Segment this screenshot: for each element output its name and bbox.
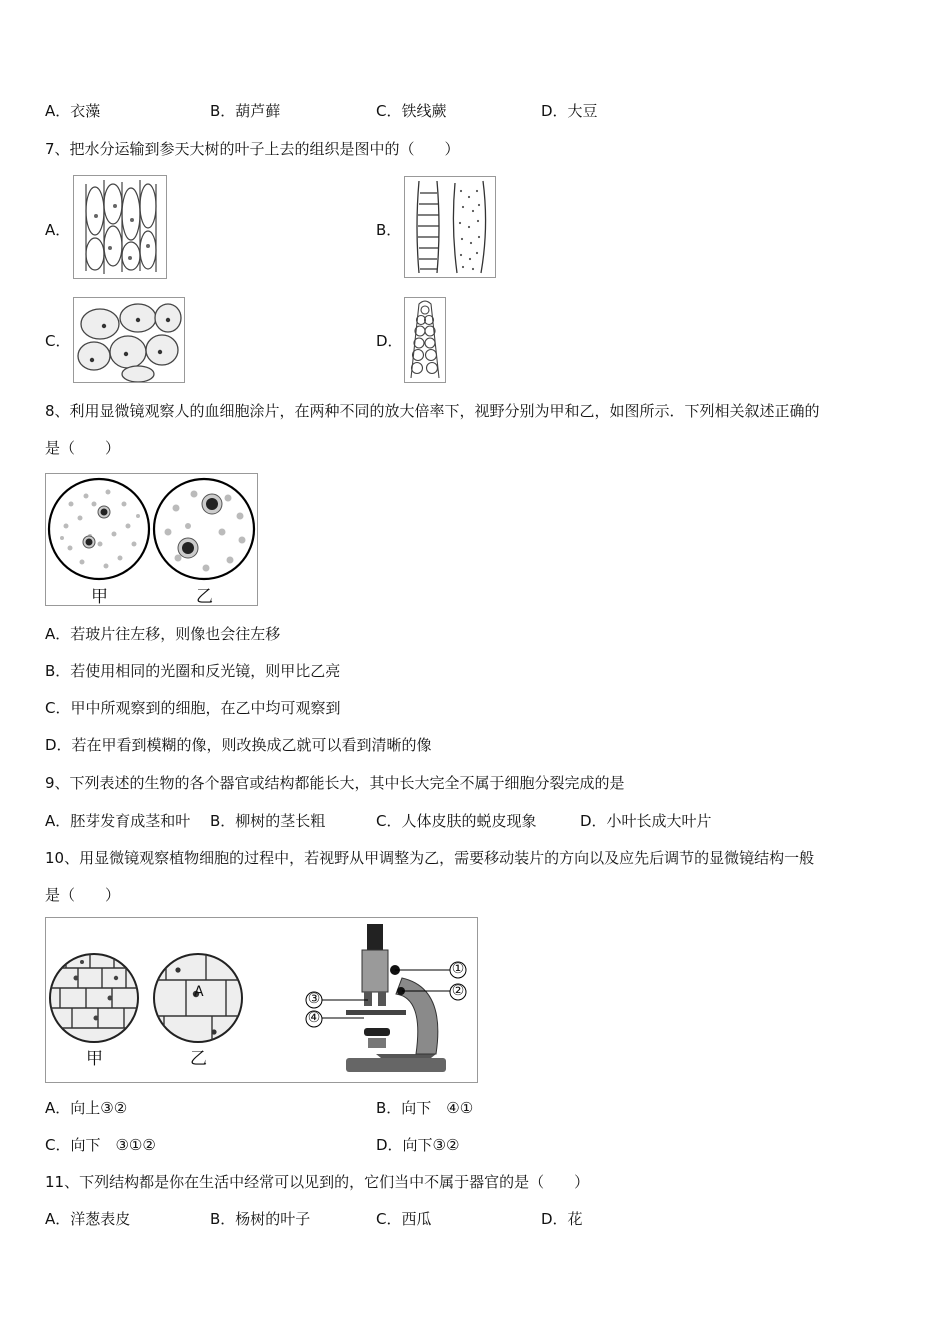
q6-option-b: B．葫芦藓 (210, 102, 281, 120)
q11-option-a: A．洋葱表皮 (45, 1210, 131, 1228)
q10-figure-label-yi: 乙 (190, 1049, 207, 1069)
q7-option-c-label: C． (45, 332, 71, 350)
q10-stem-line1: 10、用显微镜观察植物细胞的过程中，若视野从甲调整为乙，需要移动装片的方向以及应先后调节的显微镜结构一般 (45, 849, 815, 867)
q8-figure-label-jia: 甲 (91, 587, 108, 607)
q6-option-a: A．衣藻 (45, 102, 101, 120)
q10-option-b: B．向下 ④① (376, 1099, 474, 1117)
q6-option-c: C．铁线蕨 (376, 102, 447, 120)
q8-option-d: D．若在甲看到模糊的像，则改换成乙就可以看到清晰的像 (45, 736, 432, 754)
q7-figure-a-parenchyma (73, 175, 167, 279)
q10-option-a: A．向上③② (45, 1099, 128, 1117)
q10-figure-microscope (45, 917, 478, 1083)
q6-option-d: D．大豆 (541, 102, 598, 120)
q7-figure-c-cells (73, 297, 185, 383)
q9-option-a: A．胚芽发育成茎和叶 (45, 812, 191, 830)
q10-cell-mark: A (194, 984, 204, 1000)
q11-option-d: D．花 (541, 1210, 583, 1228)
q7-option-a-label: A． (45, 221, 71, 239)
q8-option-a: A．若玻片往左移，则像也会往左移 (45, 625, 281, 643)
q9-stem: 9、下列表述的生物的各个器官或结构都能长大，其中长大完全不属于细胞分裂完成的是 (45, 774, 625, 792)
q8-stem-line1: 8、利用显微镜观察人的血细胞涂片，在两种不同的放大倍率下，视野分别为甲和乙，如图所示．下列相关叙述正确的 (45, 402, 820, 420)
q8-stem-line2: 是（ ） (45, 439, 121, 457)
q9-option-c: C．人体皮肤的蜕皮现象 (376, 812, 537, 830)
q8-figure-blood-smear (45, 473, 258, 606)
q7-stem: 7、把水分运输到参天大树的叶子上去的组织是图中的（ ） (45, 140, 460, 158)
q11-option-c: C．西瓜 (376, 1210, 432, 1228)
q10-stem-line2: 是（ ） (45, 886, 121, 904)
q7-option-b-label: B． (376, 221, 402, 239)
q10-scope-label-4: ④ (307, 1010, 321, 1026)
q9-option-b: B．柳树的茎长粗 (210, 812, 326, 830)
q11-stem: 11、下列结构都是你在生活中经常可以见到的，它们当中不属于器官的是（ ） (45, 1173, 590, 1191)
q10-figure-label-jia: 甲 (86, 1049, 103, 1069)
q10-scope-label-3: ③ (307, 991, 321, 1007)
q8-option-b: B．若使用相同的光圈和反光镜，则甲比乙亮 (45, 662, 341, 680)
q7-option-d-label: D． (376, 332, 403, 350)
q11-option-b: B．杨树的叶子 (210, 1210, 311, 1228)
q9-option-d: D．小叶长成大叶片 (580, 812, 712, 830)
q7-figure-d-meristem (404, 297, 446, 383)
q8-figure-label-yi: 乙 (196, 587, 213, 607)
q7-figure-b-vessel (404, 176, 496, 278)
q8-option-c: C．甲中所观察到的细胞，在乙中均可观察到 (45, 699, 341, 717)
q10-option-c: C．向下 ③①② (45, 1136, 156, 1154)
q10-option-d: D．向下③② (376, 1136, 460, 1154)
q10-scope-label-2: ② (451, 983, 465, 999)
q10-scope-label-1: ① (451, 961, 465, 977)
